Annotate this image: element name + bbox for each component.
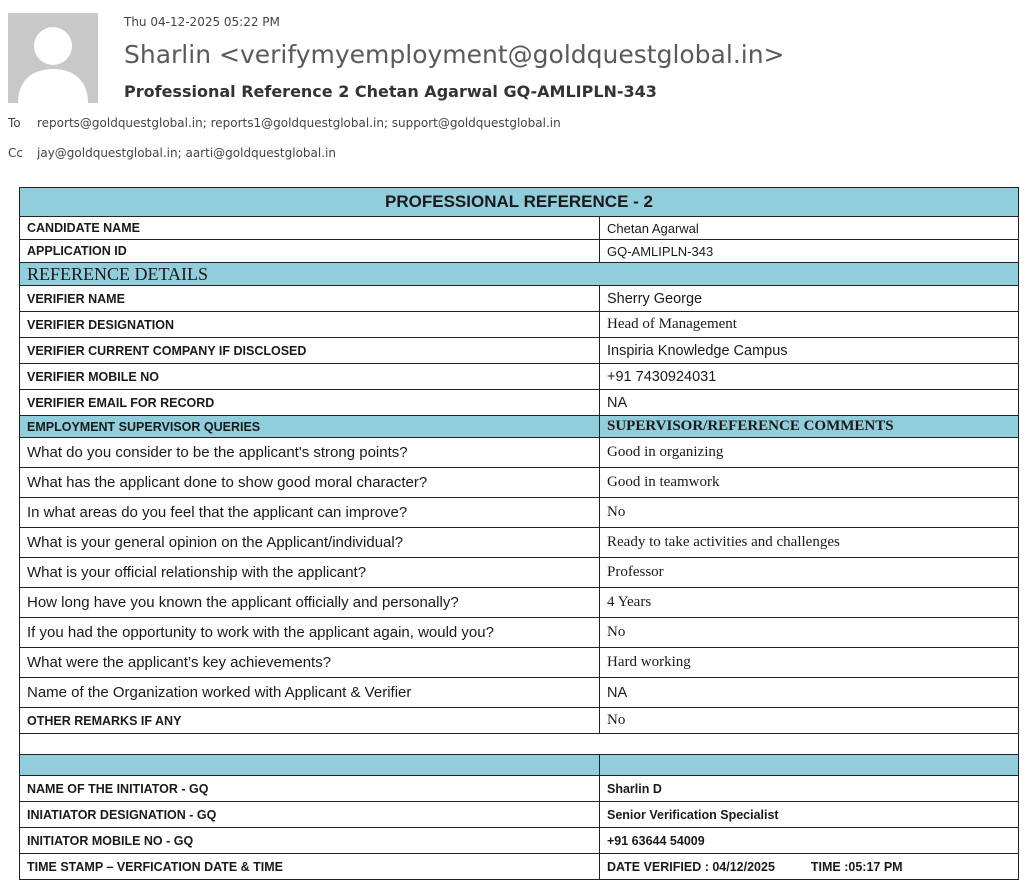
query-row	[20, 588, 1019, 618]
table-row	[20, 312, 1019, 338]
initiator-name-value: Sharlin D	[600, 776, 1019, 802]
reference-details-header	[20, 263, 1019, 286]
initiator-mobile-value: +91 63644 54009	[600, 828, 1019, 854]
email-sender[interactable]: Sharlin <verifymyemployment@goldquestglobal.in>	[124, 40, 785, 69]
verifier-designation-value: Head of Management	[600, 312, 1019, 338]
candidate-name-value: Chetan Agarwal	[600, 217, 1019, 240]
verifier-email-label: VERIFIER EMAIL FOR RECORD	[20, 390, 600, 416]
query-question: How long have you known the applicant officially and personally?	[20, 588, 600, 618]
table-row	[20, 338, 1019, 364]
query-answer: Good in teamwork	[600, 468, 1019, 498]
reference-details-heading: REFERENCE DETAILS	[20, 263, 1019, 286]
query-row	[20, 528, 1019, 558]
initiator-designation-value: Senior Verification Specialist	[600, 802, 1019, 828]
sender-avatar	[8, 13, 98, 103]
table-row	[20, 854, 1019, 880]
to-label: To	[8, 116, 21, 130]
query-answer: Ready to take activities and challenges	[600, 528, 1019, 558]
query-row	[20, 468, 1019, 498]
verifier-company-label: VERIFIER CURRENT COMPANY IF DISCLOSED	[20, 338, 600, 364]
report-title-row	[20, 188, 1019, 217]
timestamp-label: TIME STAMP – VERFICATION DATE & TIME	[20, 854, 600, 880]
verifier-name-label: VERIFIER NAME	[20, 286, 600, 312]
query-row	[20, 648, 1019, 678]
query-row	[20, 438, 1019, 468]
query-answer: No	[600, 618, 1019, 648]
query-row	[20, 618, 1019, 648]
cc-label: Cc	[8, 146, 23, 160]
comments-heading: SUPERVISOR/REFERENCE COMMENTS	[600, 416, 1019, 438]
other-remarks-value: No	[600, 708, 1019, 734]
query-answer: NA	[600, 678, 1019, 708]
query-answer: Professor	[600, 558, 1019, 588]
other-remarks-label: OTHER REMARKS IF ANY	[20, 708, 600, 734]
initiator-mobile-label: INITIATOR MOBILE NO - GQ	[20, 828, 600, 854]
query-question: What do you consider to be the applicant's strong points?	[20, 438, 600, 468]
initiator-designation-label: INIATIATOR DESIGNATION - GQ	[20, 802, 600, 828]
table-row	[20, 828, 1019, 854]
date-verified: DATE VERIFIED : 04/12/2025	[607, 859, 775, 874]
query-question: What is your general opinion on the Applicant/individual?	[20, 528, 600, 558]
table-row	[20, 240, 1019, 263]
application-id-label: APPLICATION ID	[20, 240, 600, 263]
initiator-name-label: NAME OF THE INITIATOR - GQ	[20, 776, 600, 802]
query-question: What is your official relationship with the applicant?	[20, 558, 600, 588]
table-row	[20, 364, 1019, 390]
candidate-name-label: CANDIDATE NAME	[20, 217, 600, 240]
verifier-email-value: NA	[600, 390, 1019, 416]
timestamp-value	[600, 854, 1019, 880]
query-answer: Hard working	[600, 648, 1019, 678]
query-row	[20, 678, 1019, 708]
query-answer: Good in organizing	[600, 438, 1019, 468]
verifier-mobile-label: VERIFIER MOBILE NO	[20, 364, 600, 390]
queries-heading: EMPLOYMENT SUPERVISOR QUERIES	[20, 416, 600, 438]
table-row	[20, 776, 1019, 802]
verifier-name-value: Sherry George	[600, 286, 1019, 312]
reference-report-table	[19, 187, 1019, 880]
email-date: Thu 04-12-2025 05:22 PM	[124, 15, 280, 29]
verifier-mobile-value: +91 7430924031	[600, 364, 1019, 390]
query-question: Name of the Organization worked with Applicant & Verifier	[20, 678, 600, 708]
query-question: If you had the opportunity to work with the applicant again, would you?	[20, 618, 600, 648]
report-title: PROFESSIONAL REFERENCE - 2	[20, 188, 1019, 217]
query-question: In what areas do you feel that the applicant can improve?	[20, 498, 600, 528]
cc-recipients[interactable]: jay@goldquestglobal.in; aarti@goldquestglobal.in	[37, 146, 336, 160]
query-question: What were the applicant’s key achievements?	[20, 648, 600, 678]
table-row	[20, 286, 1019, 312]
table-row	[20, 708, 1019, 734]
table-row	[20, 217, 1019, 240]
application-id-value: GQ-AMLIPLN-343	[600, 240, 1019, 263]
email-subject: Professional Reference 2 Chetan Agarwal GQ-AMLIPLN-343	[124, 82, 657, 101]
query-question: What has the applicant done to show good moral character?	[20, 468, 600, 498]
verifier-designation-label: VERIFIER DESIGNATION	[20, 312, 600, 338]
verifier-company-value: Inspiria Knowledge Campus	[600, 338, 1019, 364]
table-row	[20, 802, 1019, 828]
queries-header-row	[20, 416, 1019, 438]
query-row	[20, 558, 1019, 588]
empty-row	[20, 734, 1019, 755]
to-recipients[interactable]: reports@goldquestglobal.in; reports1@goldquestglobal.in; support@goldquestglobal.in	[37, 116, 561, 130]
query-answer: No	[600, 498, 1019, 528]
query-answer: 4 Years	[600, 588, 1019, 618]
person-icon	[8, 13, 98, 103]
table-row	[20, 390, 1019, 416]
blank-band-row	[20, 755, 1019, 776]
query-row	[20, 498, 1019, 528]
time-verified: TIME :05:17 PM	[810, 859, 903, 874]
